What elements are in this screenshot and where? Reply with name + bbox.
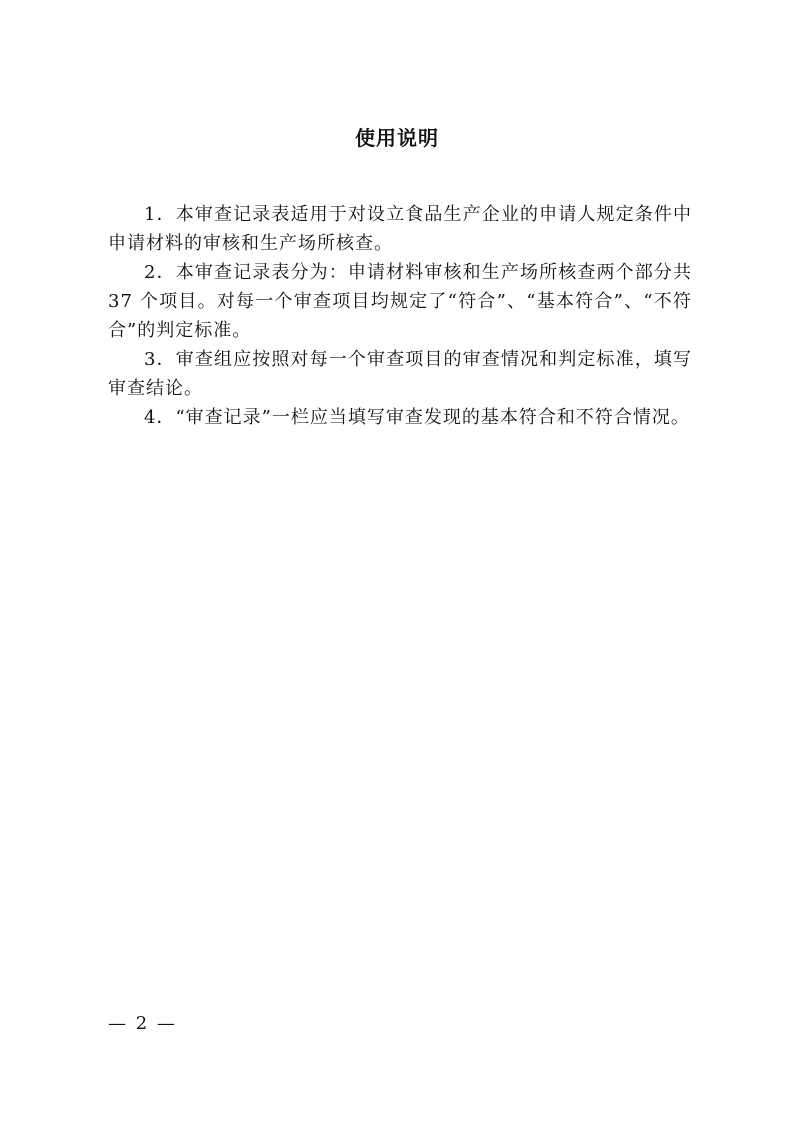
page-number: — 2 — [108, 1013, 177, 1034]
instruction-paragraph-2: 2．本审查记录表分为：申请材料审核和生产场所核查两个部分共 37 个项目。对每一个审查项目均规定了“符合”、“基本符合”、“不符合”的判定标准。 [108, 262, 692, 341]
instruction-paragraph-3: 3．审查组应按照对每一个审查项目的审查情况和判定标准，填写审查结论。 [108, 349, 692, 399]
instructions-body [108, 200, 692, 432]
instruction-paragraph-1: 1．本审查记录表适用于对设立食品生产企业的申请人规定条件中申请材料的审核和生产场所核查。 [108, 204, 692, 254]
page-title: 使用说明 [355, 126, 439, 150]
instruction-paragraph-4: 4．“审查记录”一栏应当填写审查发现的基本符合和不符合情况。 [144, 407, 690, 428]
